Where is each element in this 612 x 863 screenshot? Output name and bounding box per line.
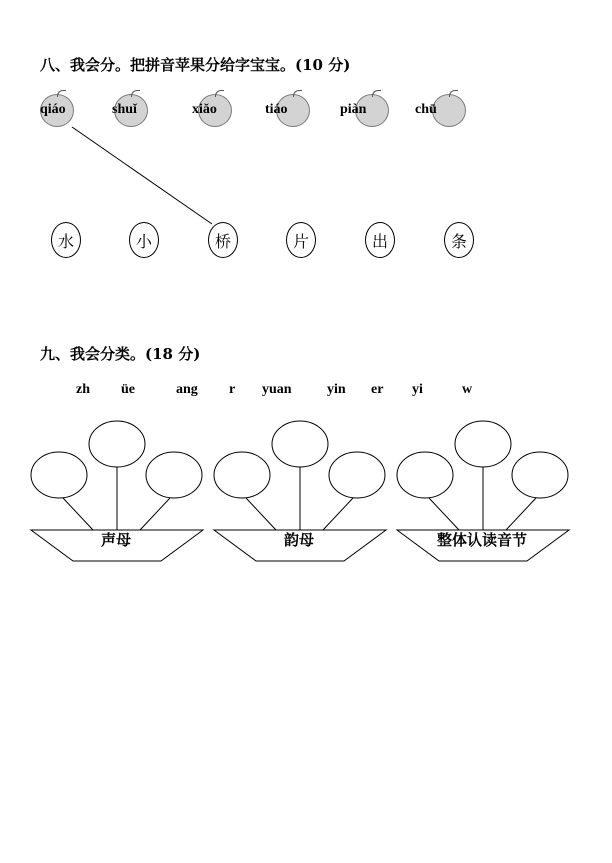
basket-label: 声母: [100, 531, 131, 549]
basket-label: 整体认读音节: [436, 531, 527, 549]
pinyin-label: chū: [415, 102, 437, 117]
sort-item: ang: [176, 382, 198, 397]
pinyin-label: xiǎo: [192, 102, 217, 117]
character-oval[interactable]: 出: [365, 222, 395, 258]
character-oval[interactable]: 桥: [208, 222, 238, 258]
sort-item: yi: [412, 382, 423, 397]
sort-item: yuan: [262, 382, 292, 397]
sort-item: yin: [327, 382, 346, 397]
character-oval[interactable]: 小: [129, 222, 159, 258]
sort-item: zh: [76, 382, 90, 397]
basket-label: 韵母: [283, 531, 314, 549]
section8-heading: 八、我会分。把拼音苹果分给字宝宝。(10 分): [40, 56, 351, 74]
connecting-line: [72, 127, 212, 224]
character-oval[interactable]: 片: [286, 222, 316, 258]
sort-item: r: [229, 382, 236, 397]
pinyin-label: piàn: [340, 102, 367, 117]
sort-item: üe: [121, 382, 135, 397]
sort-item: er: [371, 382, 384, 397]
character-oval[interactable]: 水: [51, 222, 81, 258]
pinyin-label: qiáo: [40, 102, 66, 117]
section9-heading: 九、我会分类。(18 分): [40, 345, 201, 363]
pinyin-label: shuǐ: [112, 102, 137, 117]
pinyin-label: tiáo: [265, 102, 288, 117]
sort-item: w: [462, 382, 473, 397]
character-oval[interactable]: 条: [444, 222, 474, 258]
